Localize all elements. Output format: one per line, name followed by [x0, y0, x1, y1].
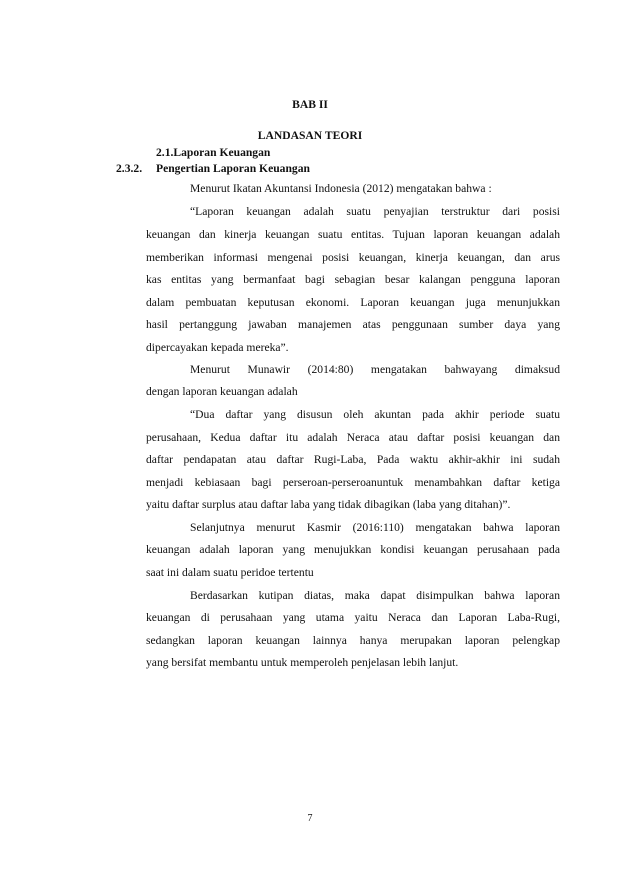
section-heading-2-1: 2.1.Laporan Keuangan: [156, 146, 271, 159]
body-line: Menurut Ikatan Akuntansi Indonesia (2012) mengatakan bahwa :: [190, 182, 492, 195]
quote-line: “Laporan keuangan adalah suatu penyajian terstruktur dari posisi: [190, 205, 560, 218]
body-line: dengan laporan keuangan adalah: [146, 385, 298, 398]
quote-line: dalam pembuatan keputusan ekonomi. Laporan keuangan juga menunjukkan: [146, 296, 560, 309]
body-line: saat ini dalam suatu peridoe tertentu: [146, 566, 314, 579]
quote-line: kas entitas yang bermanfaat bagi sebagian besar kalangan pengguna laporan: [146, 273, 560, 286]
body-line: Selanjutnya menurut Kasmir (2016:110) mengatakan bahwa laporan: [190, 521, 560, 534]
chapter-title: LANDASAN TEORI: [257, 129, 363, 142]
body-line: sedangkan laporan keuangan lainnya hanya merupakan laporan pelengkap: [146, 634, 560, 647]
body-line: Berdasarkan kutipan diatas, maka dapat disimpulkan bahwa laporan: [190, 589, 560, 602]
quote-line: hasil pertanggung jawaban manajemen atas penggunaan sumber daya yang: [146, 318, 560, 331]
page-number: 7: [307, 813, 313, 824]
chapter-number: BAB II: [292, 98, 328, 111]
quote-line: keuangan dan kinerja keuangan suatu entitas. Tujuan laporan keuangan adalah: [146, 228, 560, 241]
body-line: Menurut Munawir (2014:80) mengatakan bahwayang dimaksud: [190, 363, 560, 376]
quote-line: “Dua daftar yang disusun oleh akuntan pada akhir periode suatu: [190, 408, 560, 421]
section-number-2-3-2: 2.3.2.: [116, 162, 143, 175]
body-line: yang bersifat membantu untuk memperoleh penjelasan lebih lanjut.: [146, 656, 459, 669]
quote-line: menjadi kebiasaan bagi perseroan-perseroanuntuk menambahkan daftar ketiga: [146, 476, 560, 489]
quote-line: perusahaan, Kedua daftar itu adalah Neraca atau daftar posisi keuangan dan: [146, 431, 560, 444]
quote-line: dipercayakan kepada mereka”.: [146, 341, 289, 354]
quote-line: daftar pendapatan atau daftar Rugi-Laba, Pada waktu akhir-akhir ini sudah: [146, 453, 560, 466]
body-line: keuangan adalah laporan yang menujukkan kondisi keuangan perusahaan pada: [146, 543, 560, 556]
quote-line: yaitu daftar surplus atau daftar laba yang tidak dibagikan (laba yang ditahan)”.: [146, 498, 511, 511]
quote-line: memberikan informasi mengenai posisi keuangan, kinerja keuangan, dan arus: [146, 251, 560, 264]
body-line: keuangan di perusahaan yang utama yaitu Neraca dan Laporan Laba-Rugi,: [146, 611, 560, 624]
section-heading-2-3-2: Pengertian Laporan Keuangan: [156, 162, 310, 175]
